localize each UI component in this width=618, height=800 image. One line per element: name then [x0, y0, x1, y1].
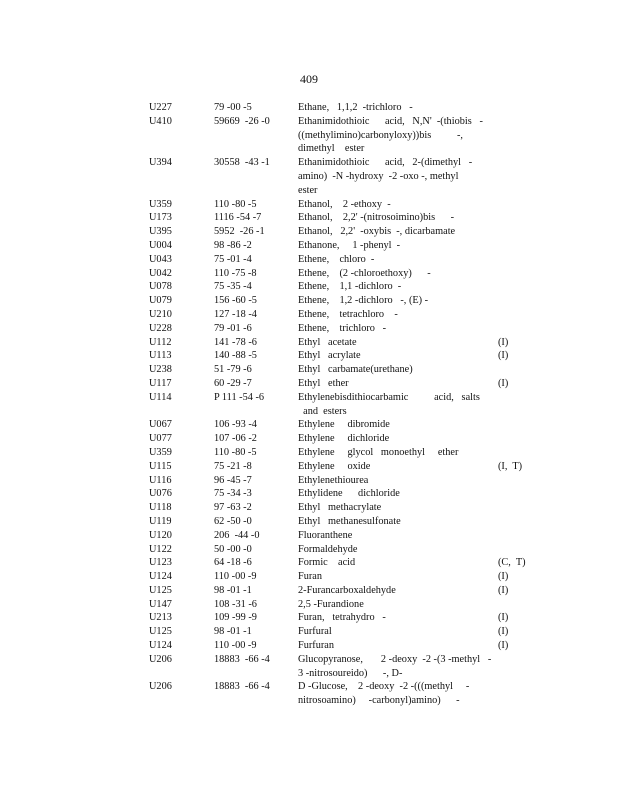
hazard-code: [498, 446, 549, 460]
cas-number: 18883 -66 -4: [214, 681, 270, 693]
waste-code: U359: [149, 446, 172, 458]
waste-code: U042: [149, 267, 172, 279]
table-row: [149, 377, 549, 391]
cas-number: 110 -80 -5: [214, 446, 257, 458]
cas-number: 79 -01 -6: [214, 322, 252, 334]
table-row: [149, 680, 549, 708]
hazard-code: [498, 501, 549, 515]
cas-number: 97 -63 -2: [214, 502, 252, 514]
waste-code: U115: [149, 460, 172, 472]
substance-name: Ethanol, 2 -ethoxy -: [298, 198, 391, 210]
waste-code: U118: [149, 502, 172, 514]
substance-name: 2-Furancarboxaldehyde: [298, 584, 396, 596]
substance-name: Ethanone, 1 -phenyl -: [298, 239, 401, 251]
table-row: [149, 501, 549, 515]
cas-number: P 111 -54 -6: [214, 391, 265, 403]
hazard-code: [498, 239, 549, 253]
cas-number: 51 -79 -6: [214, 364, 252, 376]
hazard-code: (I): [498, 612, 509, 624]
hazard-code: [498, 198, 549, 212]
waste-code: U119: [149, 515, 172, 527]
hazard-code: [498, 322, 549, 336]
cas-number: 1116 -54 -7: [214, 212, 262, 224]
hazard-code: (I, T): [498, 460, 523, 472]
waste-code: U122: [149, 543, 172, 555]
cas-number: 108 -31 -6: [214, 598, 257, 610]
cas-number: 18883 -66 -4: [214, 653, 270, 665]
cas-number: 60 -29 -7: [214, 377, 252, 389]
substance-name: Ethyl acetate: [298, 336, 357, 348]
table-row: [149, 280, 549, 294]
hazard-code: [498, 115, 549, 156]
hazard-code: [498, 432, 549, 446]
table-row: [149, 639, 549, 653]
waste-code: U117: [149, 377, 172, 389]
waste-code: U210: [149, 308, 172, 320]
hazard-code: (I): [498, 584, 509, 596]
waste-code: U124: [149, 571, 172, 583]
cas-number: 98 -86 -2: [214, 239, 252, 251]
substance-name: Ethene, 1,1 -dichloro -: [298, 281, 402, 293]
substance-name: Furfuran: [298, 640, 335, 652]
cas-number: 156 -60 -5: [214, 295, 257, 307]
waste-code: U213: [149, 612, 172, 624]
substance-name: Formaldehyde: [298, 543, 358, 555]
waste-code: U114: [149, 391, 172, 403]
waste-code: U124: [149, 640, 172, 652]
hazard-code: [498, 101, 549, 115]
table-row: [149, 349, 549, 363]
waste-code: U238: [149, 364, 172, 376]
hazard-code: [498, 363, 549, 377]
hazard-code: (I): [498, 571, 509, 583]
hazard-code: (I): [498, 640, 509, 652]
waste-code: U359: [149, 198, 172, 210]
cas-number: 98 -01 -1: [214, 626, 252, 638]
cas-number: 206 -44 -0: [214, 529, 260, 541]
hazard-code: [498, 487, 549, 501]
substance-name: Furfural: [298, 626, 332, 638]
hazard-code: [498, 280, 549, 294]
substance-name: Ethene, 1,2 -dichloro -, (E) -: [298, 295, 429, 307]
table-row: [149, 294, 549, 308]
waste-code: U116: [149, 474, 172, 486]
substance-name: Ethanol, 2,2' -oxybis -, dicarbamate: [298, 226, 456, 238]
waste-code: U113: [149, 350, 172, 362]
table-row: [149, 115, 549, 156]
hazard-code: (I): [498, 336, 509, 348]
waste-code: U227: [149, 102, 172, 113]
page-number: 409: [300, 72, 318, 86]
table-row: [149, 363, 549, 377]
hazard-code: (I): [498, 350, 509, 362]
hazardous-waste-table: [149, 101, 549, 708]
table-row: [149, 101, 549, 115]
cas-number: 127 -18 -4: [214, 308, 257, 320]
table-row: [149, 446, 549, 460]
waste-code: U076: [149, 488, 172, 500]
substance-name: Ethylene oxide: [298, 460, 371, 472]
cas-number: 110 -00 -9: [214, 640, 257, 652]
waste-code: U147: [149, 598, 172, 610]
hazard-code: [498, 225, 549, 239]
table-row: [149, 598, 549, 612]
hazard-code: [498, 391, 549, 419]
cas-number: 75 -01 -4: [214, 253, 252, 265]
substance-name: Ethyl methacrylate: [298, 502, 382, 514]
cas-number: 79 -00 -5: [214, 102, 252, 113]
waste-code: U077: [149, 433, 172, 445]
cas-number: 75 -35 -4: [214, 281, 252, 293]
table-row: [149, 418, 549, 432]
table-row: [149, 211, 549, 225]
table-row: [149, 515, 549, 529]
cas-number: 109 -99 -9: [214, 612, 257, 624]
table-row: [149, 391, 549, 419]
table-row: [149, 432, 549, 446]
table-row: [149, 529, 549, 543]
table-row: [149, 487, 549, 501]
hazard-code: [498, 598, 549, 612]
substance-name: Ethylenethiourea: [298, 474, 369, 486]
substance-name: Ethanimidothioic acid, 2-(dimethyl - amino) -N -hydroxy -2 -oxo -, methyl ester: [298, 157, 473, 196]
waste-code: U112: [149, 336, 172, 348]
substance-name: Ethylene dichloride: [298, 433, 390, 445]
substance-name: Ethylidene dichloride: [298, 488, 400, 500]
cas-number: 110 -80 -5: [214, 198, 257, 210]
waste-code: U206: [149, 653, 172, 665]
substance-name: Ethene, (2 -chloroethoxy) -: [298, 267, 431, 279]
hazard-code: (I): [498, 626, 509, 638]
hazard-code: [498, 418, 549, 432]
hazard-code: [498, 474, 549, 488]
cas-number: 62 -50 -0: [214, 515, 252, 527]
substance-name: Ethyl acrylate: [298, 350, 361, 362]
hazard-code: [498, 267, 549, 281]
table-row: [149, 543, 549, 557]
cas-number: 140 -88 -5: [214, 350, 257, 362]
substance-name: Formic acid: [298, 557, 356, 569]
substance-name: Ethyl carbamate(urethane): [298, 364, 413, 376]
substance-name: Ethylene glycol monoethyl ether: [298, 446, 459, 458]
waste-code: U395: [149, 226, 172, 238]
cas-number: 5952 -26 -1: [214, 226, 265, 238]
table-row: [149, 611, 549, 625]
table-row: [149, 460, 549, 474]
table-row: [149, 198, 549, 212]
cas-number: 107 -06 -2: [214, 433, 257, 445]
substance-name: Ethylenebisdithiocarbamic acid, salts and esters: [298, 391, 480, 417]
table-row: [149, 625, 549, 639]
table-row: [149, 156, 549, 197]
hazard-code: [498, 543, 549, 557]
substance-name: Ethanimidothioic acid, N,N' -(thiobis - ((methylimino)carbonyloxy))bis -, dimethyl ester: [298, 115, 483, 155]
table-row: [149, 308, 549, 322]
hazard-code: [498, 294, 549, 308]
cas-number: 98 -01 -1: [214, 584, 252, 596]
substance-name: D -Glucose, 2 -deoxy -2 -(((methyl - nitrosoamino) -carbonyl)amino) -: [298, 681, 470, 707]
cas-number: 110 -00 -9: [214, 571, 257, 583]
substance-name: Furan: [298, 571, 323, 583]
waste-code: U125: [149, 626, 172, 638]
waste-code: U004: [149, 239, 172, 251]
cas-number: 141 -78 -6: [214, 336, 257, 348]
table-row: [149, 570, 549, 584]
table-row: [149, 584, 549, 598]
table-row: [149, 474, 549, 488]
hazard-code: [498, 156, 549, 197]
hazard-code: [498, 529, 549, 543]
waste-code: U120: [149, 529, 172, 541]
hazard-code: [498, 680, 549, 708]
table-row: [149, 253, 549, 267]
waste-code: U125: [149, 584, 172, 596]
hazard-code: [498, 653, 549, 681]
hazard-code: [498, 253, 549, 267]
substance-name: Ethene, chloro -: [298, 253, 375, 265]
cas-number: 59669 -26 -0: [214, 115, 270, 127]
waste-code: U410: [149, 115, 172, 127]
hazard-code: (C, T): [498, 557, 526, 569]
waste-code: U067: [149, 419, 172, 431]
table-row: [149, 322, 549, 336]
substance-name: Fluoranthene: [298, 529, 353, 541]
waste-code: U078: [149, 281, 172, 293]
substance-name: 2,5 -Furandione: [298, 598, 364, 610]
table-row: [149, 225, 549, 239]
waste-code: U173: [149, 212, 172, 224]
hazard-code: [498, 308, 549, 322]
substance-name: Ethyl methanesulfonate: [298, 515, 401, 527]
table-row: [149, 239, 549, 253]
cas-number: 110 -75 -8: [214, 267, 257, 279]
substance-name: Ethyl ether: [298, 377, 349, 389]
cas-number: 30558 -43 -1: [214, 157, 270, 169]
table-row: [149, 267, 549, 281]
cas-number: 96 -45 -7: [214, 474, 252, 486]
substance-name: Ethene, tetrachloro -: [298, 308, 398, 320]
cas-number: 106 -93 -4: [214, 419, 257, 431]
substance-name: Glucopyranose, 2 -deoxy -2 -(3 -methyl - 3 -nitrosoureido) -, D-: [298, 653, 492, 679]
substance-name: Ethylene dibromide: [298, 419, 390, 431]
table-row: [149, 653, 549, 681]
waste-code: U206: [149, 681, 172, 693]
waste-code: U394: [149, 157, 172, 169]
substance-name: Ethene, trichloro -: [298, 322, 387, 334]
hazard-code: (I): [498, 377, 509, 389]
hazard-code: [498, 515, 549, 529]
cas-number: 75 -34 -3: [214, 488, 252, 500]
cas-number: 50 -00 -0: [214, 543, 252, 555]
waste-code: U079: [149, 295, 172, 307]
substance-name: Furan, tetrahydro -: [298, 612, 386, 624]
hazard-code: [498, 211, 549, 225]
cas-number: 75 -21 -8: [214, 460, 252, 472]
table-row: [149, 556, 549, 570]
table-row: [149, 336, 549, 350]
waste-code: U123: [149, 557, 172, 569]
substance-name: Ethane, 1,1,2 -trichloro -: [298, 102, 413, 113]
waste-code: U228: [149, 322, 172, 334]
cas-number: 64 -18 -6: [214, 557, 252, 569]
waste-code: U043: [149, 253, 172, 265]
substance-name: Ethanol, 2,2' -(nitrosoimino)bis -: [298, 212, 455, 224]
